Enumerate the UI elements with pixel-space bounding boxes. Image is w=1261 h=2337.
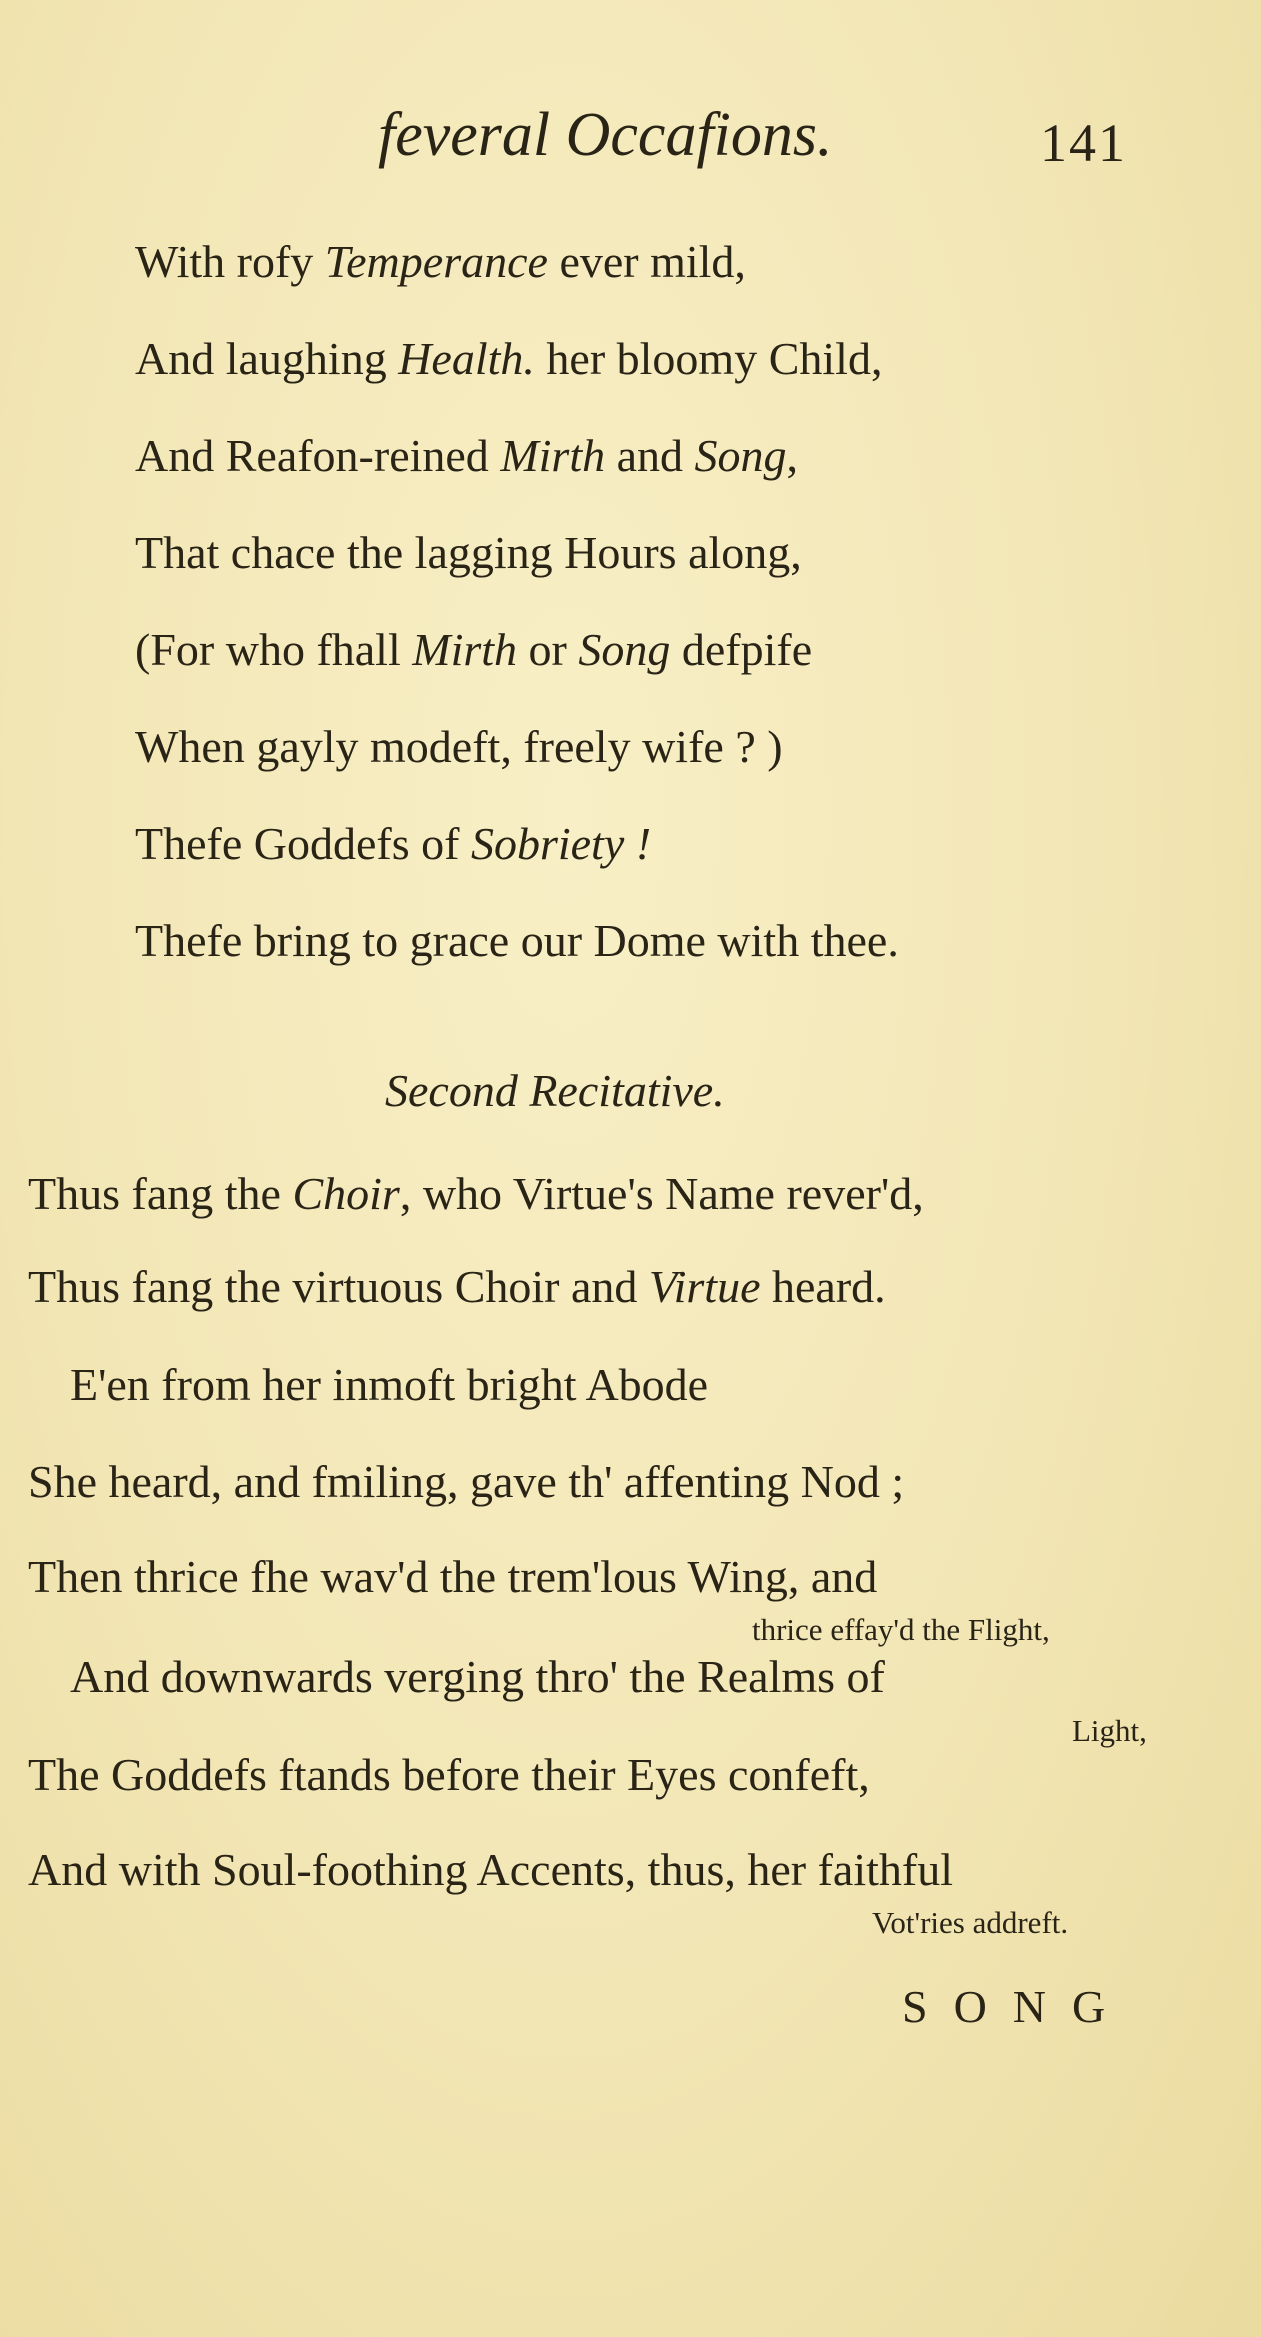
turnover-line [752,1612,1050,1648]
italic-word: Temperance [324,236,548,287]
verse-text: Then thrice fhe wav'd the trem'lous Wing, and [28,1551,878,1602]
verse-line [28,1843,953,1896]
page-number: 141 [1040,113,1127,173]
verse-text: Thefe bring to grace our Dome with thee. [135,915,899,966]
verse-line [135,332,882,385]
verse-line [135,429,798,482]
verse-text: Thus fang the virtuous Choir and [28,1261,649,1312]
verse-text: With rofy [135,236,325,287]
italic-word: Virtue [648,1261,761,1312]
verse-text: or [517,624,579,675]
verse-line [135,623,812,676]
song-heading: SONG [902,1981,1132,2032]
verse-text: E'en from her inmoft bright Abode [70,1359,709,1410]
italic-word: Mirth [412,624,518,675]
italic-word: Song [578,624,671,675]
italic-word: Song [694,430,787,481]
turnover-line [872,1905,1068,1941]
verse-text: And Reafon-reined [135,430,501,481]
verse-text: She heard, and fmiling, gave th' affenting Nod ; [28,1456,905,1507]
verse-line [28,1455,904,1508]
verse-line [135,817,651,870]
verse-text: Vot'ries addreft. [872,1905,1069,1940]
verse-text: And laughing [135,333,399,384]
verse-text: And with Soul-foothing Accents, thus, her faithful [28,1844,953,1895]
verse-line [28,1167,924,1220]
verse-text: Thefe Goddefs of [135,818,471,869]
verse-text: Light, [1072,1713,1147,1748]
verse-text: thrice effay'd the Flight, [752,1612,1050,1647]
italic-word: Choir [292,1168,400,1219]
verse-text: Thus fang the [28,1168,293,1219]
verse-text: heard. [760,1261,886,1312]
verse-line [28,1550,877,1603]
verse-text: The Goddefs ftands before their Eyes confeft, [28,1749,870,1800]
verse-line [28,1748,870,1801]
verse-line [135,235,746,288]
verse-text: defpife [670,624,813,675]
verse-text: and [605,430,695,481]
verse-text: And downwards verging thro' the Realms of [70,1651,885,1702]
running-header: feveral Occafions. [378,101,833,169]
verse-line [28,1260,886,1313]
verse-line [135,526,802,579]
verse-line [135,720,783,773]
italic-word: Mirth [500,430,606,481]
italic-word: Sobriety ! [470,818,652,869]
verse-text: , who Virtue's Name rever'd, [399,1168,924,1219]
verse-text: her bloomy Child, [534,333,883,384]
verse-line [135,914,899,967]
turnover-line [1072,1713,1147,1749]
italic-word: Health. [398,333,535,384]
verse-text: , [786,430,799,481]
verse-line [70,1650,885,1703]
verse-text: That chace the lagging Hours along, [135,527,802,578]
verse-text: When gayly modeft, freely wife ? ) [135,721,783,772]
verse-text: (For who fhall [135,624,413,675]
verse-text: ever mild, [547,236,746,287]
verse-line [70,1358,708,1411]
section-heading: Second Recitative. [385,1065,725,1116]
